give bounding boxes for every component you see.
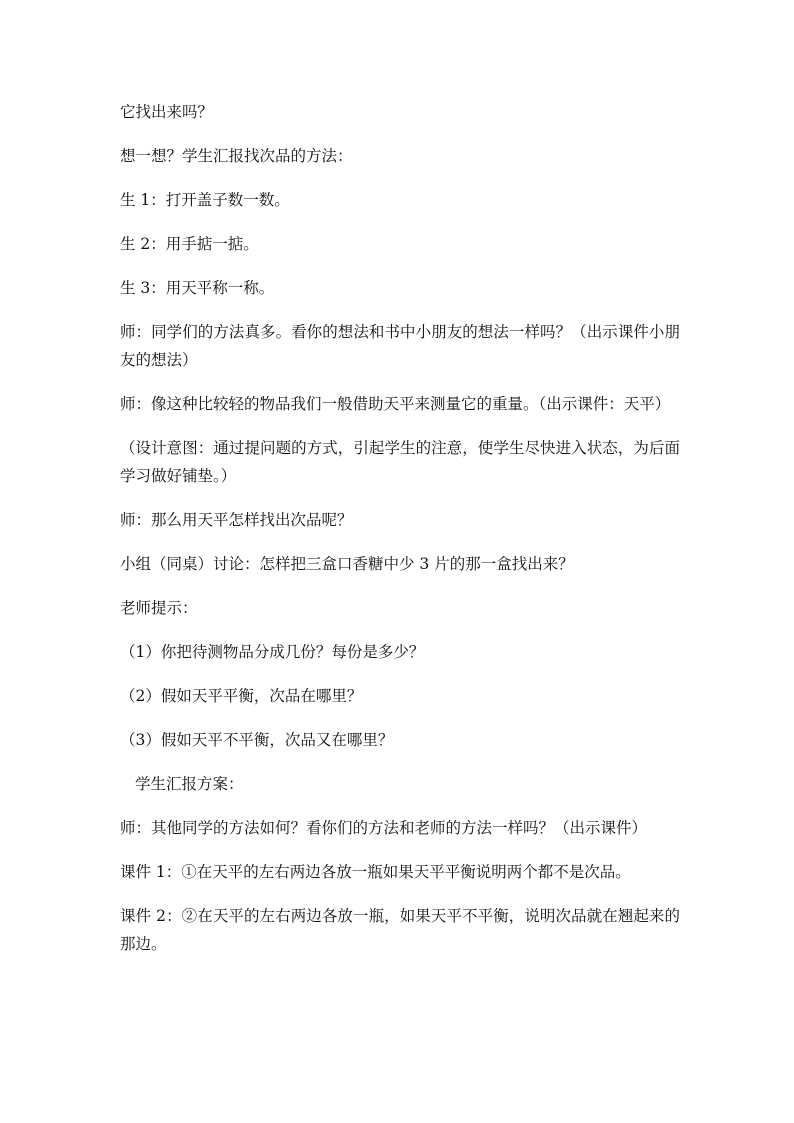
paragraph-13: （2）假如天平平衡，次品在哪里？ — [120, 687, 363, 705]
paragraph-14: （3）假如天平不平衡，次品又在哪里？ — [120, 731, 394, 749]
paragraph-17: 课件 1：①在天平的左右两边各放一瓶如果天平平衡说明两个都不是次品。 — [120, 863, 631, 881]
paragraph-18: 课件 2：②在天平的左右两边各放一瓶，如果天平不平衡，说明次品就在翘起来的那边。 — [120, 907, 680, 953]
paragraph-11: 老师提示： — [120, 599, 198, 617]
paragraph-3: 生 1：打开盖子数一数。 — [120, 191, 290, 209]
paragraph-1: 它找出来吗？ — [120, 103, 214, 121]
paragraph-2: 想一想？学生汇报找次品的方法： — [120, 147, 353, 165]
paragraph-9: 师：那么用天平怎样找出次品呢？ — [120, 511, 353, 529]
paragraph-8: （设计意图：通过提问题的方式，引起学生的注意，使学生尽快进入状态，为后面学习做好铺垫。） — [120, 439, 680, 485]
paragraph-5: 生 3：用天平称一称。 — [120, 279, 275, 297]
paragraph-10: 小组（同桌）讨论：怎样把三盒口香糖中少 3 片的那一盒找出来？ — [120, 555, 574, 573]
paragraph-7: 师：像这种比较轻的物品我们一般借助天平来测量它的重量。（出示课件：天平） — [120, 395, 671, 413]
document-body — [120, 98, 680, 974]
paragraph-15: 学生汇报方案： — [135, 775, 244, 793]
paragraph-16: 师：其他同学的方法如何？看你们的方法和老师的方法一样吗？（出示课件） — [120, 819, 648, 837]
paragraph-12: （1）你把待测物品分成几份？每份是多少？ — [120, 643, 425, 661]
paragraph-6: 师：同学们的方法真多。看你的想法和书中小朋友的想法一样吗？（出示课件小朋友的想法） — [120, 323, 680, 369]
paragraph-4: 生 2：用手掂一掂。 — [120, 235, 259, 253]
